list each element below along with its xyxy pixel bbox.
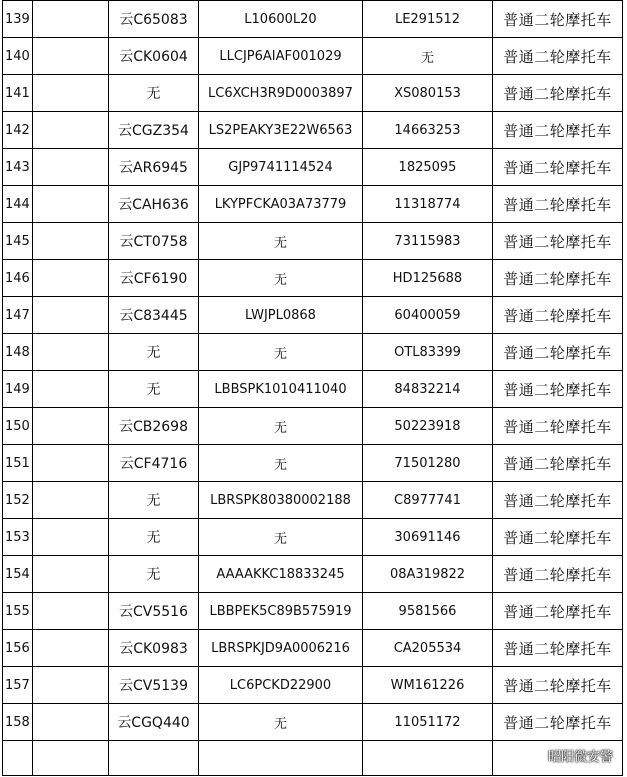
row-number: 145: [3, 223, 33, 260]
table-row: [3, 260, 623, 297]
plate-number: 无: [109, 75, 199, 112]
frame-number: 无: [199, 223, 363, 260]
engine-number: LE291512: [363, 1, 493, 38]
frame-number: LS2PEAKY3E22W6563: [199, 112, 363, 149]
engine-number: WM161226: [363, 667, 493, 704]
row-number: 139: [3, 1, 33, 38]
plate-number: 云CK0604: [109, 38, 199, 75]
vehicle-type: 普通二轮摩托车: [493, 223, 623, 260]
table-row: [3, 149, 623, 186]
row-number: 142: [3, 112, 33, 149]
frame-number: 无: [199, 260, 363, 297]
empty-cell: [33, 667, 109, 704]
table-row: [3, 75, 623, 112]
engine-number: 1825095: [363, 149, 493, 186]
row-number: 154: [3, 556, 33, 593]
frame-number: L10600L20: [199, 1, 363, 38]
table-row: [3, 112, 623, 149]
engine-number: CA205534: [363, 630, 493, 667]
row-number: 141: [3, 75, 33, 112]
frame-number: 无: [199, 519, 363, 556]
frame-number: LLCJP6AIAF001029: [199, 38, 363, 75]
row-number: 150: [3, 408, 33, 445]
row-number: 148: [3, 334, 33, 371]
frame-number: 无: [199, 704, 363, 741]
engine-number: 08A319822: [363, 556, 493, 593]
table-row: [3, 482, 623, 519]
vehicle-type: 普通二轮摩托车: [493, 1, 623, 38]
empty-cell: [33, 556, 109, 593]
engine-number: XS080153: [363, 75, 493, 112]
row-number: 152: [3, 482, 33, 519]
plate-number: 云CV5516: [109, 593, 199, 630]
table-row: [3, 556, 623, 593]
empty-cell: [33, 445, 109, 482]
watermark: [522, 746, 613, 765]
engine-number: 60400059: [363, 297, 493, 334]
empty-cell: [33, 630, 109, 667]
watermark-text: 昭阳微安警: [547, 750, 613, 765]
vehicle-type: 普通二轮摩托车: [493, 334, 623, 371]
empty-cell: [33, 38, 109, 75]
empty-cell: [33, 223, 109, 260]
vehicle-type: 普通二轮摩托车: [493, 260, 623, 297]
table-row: [3, 408, 623, 445]
frame-number: 无: [199, 334, 363, 371]
engine-number: 50223918: [363, 408, 493, 445]
row-number: 153: [3, 519, 33, 556]
plate-number: 无: [109, 556, 199, 593]
vehicle-type: 普通二轮摩托车: [493, 371, 623, 408]
vehicle-type: 普通二轮摩托车: [493, 112, 623, 149]
plate-number: 云CGZ354: [109, 112, 199, 149]
row-number: 146: [3, 260, 33, 297]
frame-number: AAAAKKC18833245: [199, 556, 363, 593]
engine-number: 71501280: [363, 445, 493, 482]
frame-number: LBBPEK5C89B575919: [199, 593, 363, 630]
plate-number: 云CF6190: [109, 260, 199, 297]
plate-number: 云CB2698: [109, 408, 199, 445]
empty-cell: [33, 593, 109, 630]
empty-cell: [33, 408, 109, 445]
vehicle-type: 普通二轮摩托车: [493, 186, 623, 223]
table-row: [3, 371, 623, 408]
plate-number: 云C65083: [109, 1, 199, 38]
vehicle-type: 普通二轮摩托车: [493, 667, 623, 704]
engine-number: 14663253: [363, 112, 493, 149]
row-number: 143: [3, 149, 33, 186]
engine-number: 9581566: [363, 593, 493, 630]
vehicle-type: 普通二轮摩托车: [493, 38, 623, 75]
table-row: [3, 223, 623, 260]
empty-cell: [33, 371, 109, 408]
wechat-icon: [522, 747, 544, 765]
engine-number: 11318774: [363, 186, 493, 223]
table-row: [3, 445, 623, 482]
empty-cell: [33, 741, 109, 776]
row-number: 158: [3, 704, 33, 741]
empty-cell: [33, 75, 109, 112]
table-body: [3, 1, 623, 776]
empty-cell: [33, 704, 109, 741]
table-row: [3, 519, 623, 556]
empty-cell: [363, 741, 493, 776]
plate-number: 云CF4716: [109, 445, 199, 482]
plate-number: 云CT0758: [109, 223, 199, 260]
frame-number: 无: [199, 445, 363, 482]
empty-cell: [33, 334, 109, 371]
table-row: [3, 297, 623, 334]
empty-cell: [33, 519, 109, 556]
frame-number: LC6XCH3R9D0003897: [199, 75, 363, 112]
plate-number: 无: [109, 482, 199, 519]
row-number: 140: [3, 38, 33, 75]
empty-cell: [33, 149, 109, 186]
table-row: [3, 1, 623, 38]
empty-cell: [3, 741, 33, 776]
empty-cell: [33, 260, 109, 297]
row-number: 149: [3, 371, 33, 408]
plate-number: 无: [109, 334, 199, 371]
vehicle-type: 普通二轮摩托车: [493, 630, 623, 667]
frame-number: LKYPFCKA03A73779: [199, 186, 363, 223]
vehicle-type: 普通二轮摩托车: [493, 482, 623, 519]
vehicle-type: 普通二轮摩托车: [493, 519, 623, 556]
engine-number: 无: [363, 38, 493, 75]
row-number: 147: [3, 297, 33, 334]
empty-cell: [199, 741, 363, 776]
row-number: 157: [3, 667, 33, 704]
engine-number: OTL83399: [363, 334, 493, 371]
empty-cell: [33, 1, 109, 38]
empty-cell: [33, 186, 109, 223]
plate-number: 云CGQ440: [109, 704, 199, 741]
table-row: [3, 704, 623, 741]
empty-cell: [109, 741, 199, 776]
frame-number: GJP9741114524: [199, 149, 363, 186]
row-number: 155: [3, 593, 33, 630]
plate-number: 无: [109, 371, 199, 408]
engine-number: C8977741: [363, 482, 493, 519]
vehicle-type: 普通二轮摩托车: [493, 297, 623, 334]
vehicle-type: 普通二轮摩托车: [493, 149, 623, 186]
vehicle-type: 普通二轮摩托车: [493, 556, 623, 593]
engine-number: 11051172: [363, 704, 493, 741]
plate-number: 云CAH636: [109, 186, 199, 223]
plate-number: 云CK0983: [109, 630, 199, 667]
engine-number: 30691146: [363, 519, 493, 556]
engine-number: 84832214: [363, 371, 493, 408]
table-row: [3, 186, 623, 223]
engine-number: HD125688: [363, 260, 493, 297]
frame-number: 无: [199, 408, 363, 445]
frame-number: LWJPL0868: [199, 297, 363, 334]
table-row: [3, 630, 623, 667]
frame-number: LBRSPKJD9A0006216: [199, 630, 363, 667]
vehicle-type: 普通二轮摩托车: [493, 408, 623, 445]
vehicle-type: 普通二轮摩托车: [493, 704, 623, 741]
plate-number: 云C83445: [109, 297, 199, 334]
empty-cell: [33, 297, 109, 334]
table-row: [3, 593, 623, 630]
vehicle-table: [2, 0, 623, 776]
vehicle-type: 普通二轮摩托车: [493, 75, 623, 112]
row-number: 156: [3, 630, 33, 667]
frame-number: LBBSPK1010411040: [199, 371, 363, 408]
engine-number: 73115983: [363, 223, 493, 260]
empty-cell: [33, 482, 109, 519]
vehicle-type: 普通二轮摩托车: [493, 445, 623, 482]
table-row: [3, 334, 623, 371]
table-row: [3, 38, 623, 75]
vehicle-type: 普通二轮摩托车: [493, 593, 623, 630]
plate-number: 云AR6945: [109, 149, 199, 186]
row-number: 151: [3, 445, 33, 482]
frame-number: LC6PCKD22900: [199, 667, 363, 704]
plate-number: 云CV5139: [109, 667, 199, 704]
empty-cell: [33, 112, 109, 149]
row-number: 144: [3, 186, 33, 223]
plate-number: 无: [109, 519, 199, 556]
frame-number: LBRSPK80380002188: [199, 482, 363, 519]
table-row: [3, 667, 623, 704]
